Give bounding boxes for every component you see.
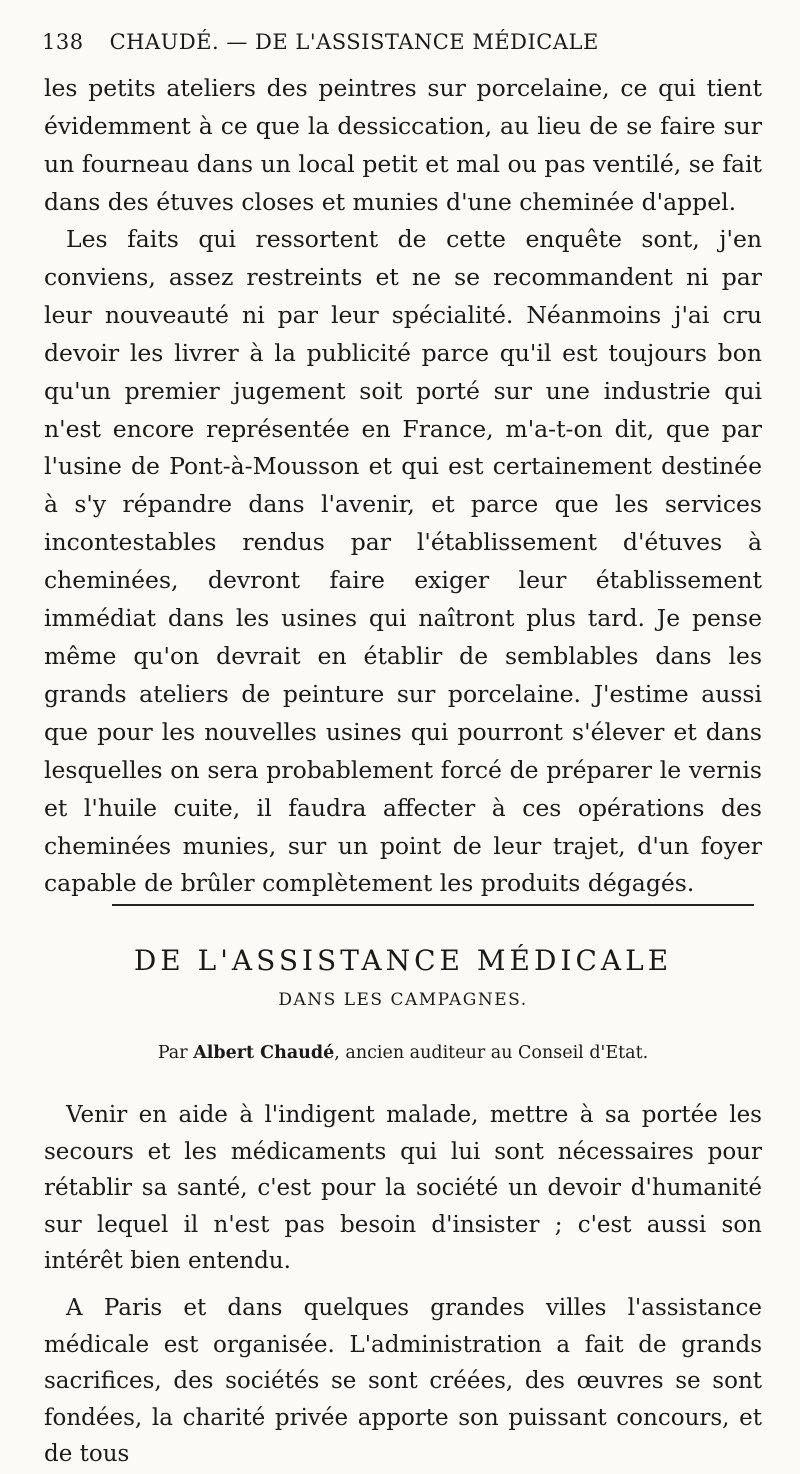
previous-article-paragraph-2: Les faits qui ressortent de cette enquête sont, j'en conviens, assez restreints et ne se recommandent ni par leur nouveauté ni par leur spécialité. Néanmoins j'ai cru devoir les livrer à la publicité parce qu'il est toujours bon qu'un premier jugement soit porté sur une industrie qui n'est encore représentée en France, m'a-t-on dit, que par l'usine de Pont-à-Mousson et qui est certainement destinée à s'y répandre dans l'avenir, et parce que les services incontestables rendus par l'établissement d'étuves à cheminées, devront faire exiger leur établissement immédiat dans les usines qui naîtront plus tard. Je pense même qu'on devrait en établir de semblables dans les grands ateliers de peinture sur porcelaine. J'estime aussi que pour les nouvelles usines qui pourront s'élever et dans lesquelles on sera probablement forcé de préparer le vernis et l'huile cuite, il faudra affecter à ces opérations des cheminées munies, sur un point de leur trajet, d'un foyer capable de brûler complètement les produits dégagés. <box>44 225 762 898</box>
page-number: 138 <box>42 30 84 54</box>
byline <box>44 1043 762 1063</box>
author-name: Albert Chaudé <box>193 1043 335 1063</box>
previous-article-paragraph-1: les petits ateliers des peintres sur porcelaine, ce qui tient évidemment à ce que la dessiccation, au lieu de se faire sur un fourneau dans un local petit et mal ou pas ventilé, se fait dans des étuves closes et munies d'une cheminée d'appel. <box>44 74 762 216</box>
running-header <box>42 30 762 66</box>
running-title: CHAUDÉ. — DE L'ASSISTANCE MÉDICALE <box>109 30 599 54</box>
byline-prefix: Par <box>157 1043 188 1063</box>
article-title: DE L'ASSISTANCE MÉDICALE <box>133 944 673 977</box>
article-subtitle: DANS LES CAMPAGNES. <box>278 990 528 1010</box>
author-role: , ancien auditeur au Conseil d'Etat. <box>334 1043 649 1063</box>
article-paragraph-2: A Paris et dans quelques grandes villes l'assistance médicale est organisée. L'administration a fait de grands sacrifices, des sociétés se sont créées, des œuvres se sont fondées, la charité privée apporte son puissant concours, et de tous <box>44 1295 762 1467</box>
article-paragraph-1: Venir en aide à l'indigent malade, mettre à sa portée les secours et les médicaments qui lui sont nécessaires pour rétablir sa santé, c'est pour la société un devoir d'humanité sur lequel il n'est pas besoin d'insister ; c'est aussi son intérêt bien entendu. <box>44 1102 762 1274</box>
section-divider <box>112 904 754 906</box>
